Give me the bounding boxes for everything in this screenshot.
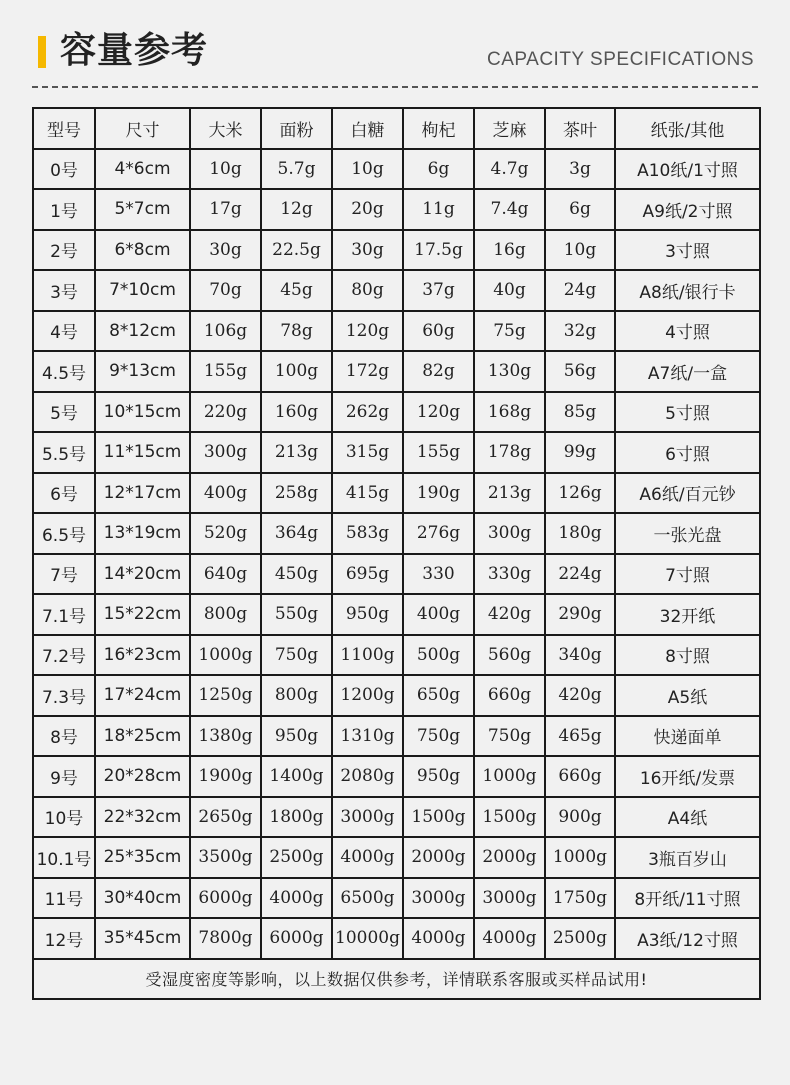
table-cell: 1000g [545,837,615,878]
table-row [33,675,760,716]
table-cell: 10g [545,230,615,271]
table-cell: 750g [403,716,474,757]
table-cell: A9纸/2寸照 [615,189,760,230]
table-row [33,756,760,797]
table-cell: 120g [403,392,474,433]
table-cell: 3号 [33,270,95,311]
table-cell: 178g [474,432,545,473]
table-cell: 5.5号 [33,432,95,473]
table-cell: 2000g [403,837,474,878]
table-cell: 25*35cm [95,837,190,878]
table-cell: 35*45cm [95,918,190,959]
table-cell: 32开纸 [615,594,760,635]
table-row [33,311,760,352]
table-cell: 1380g [190,716,261,757]
table-cell: 2080g [332,756,403,797]
table-cell: 400g [403,594,474,635]
header [0,0,790,110]
table-cell: 1100g [332,635,403,676]
title-accent-bar [38,36,46,68]
table-cell: A3纸/12寸照 [615,918,760,959]
table-cell: 415g [332,473,403,514]
column-header: 面粉 [261,108,332,149]
table-cell: 1900g [190,756,261,797]
table-cell: A5纸 [615,675,760,716]
table-cell: 70g [190,270,261,311]
table-cell: 4寸照 [615,311,760,352]
table-cell: 120g [332,311,403,352]
table-cell: 15*22cm [95,594,190,635]
table-cell: 9号 [33,756,95,797]
table-cell: 190g [403,473,474,514]
table-cell: 7号 [33,554,95,595]
table-row [33,918,760,959]
table-cell: 420g [474,594,545,635]
table-cell: A4纸 [615,797,760,838]
table-cell: 6g [545,189,615,230]
table-cell: 160g [261,392,332,433]
table-cell: A7纸/一盒 [615,351,760,392]
table-row [33,878,760,919]
table-cell: 30g [332,230,403,271]
table-cell: 6*8cm [95,230,190,271]
table-cell: 400g [190,473,261,514]
table-cell: 450g [261,554,332,595]
table-row [33,797,760,838]
table-cell: 2650g [190,797,261,838]
table-cell: 82g [403,351,474,392]
table-row [33,351,760,392]
table-cell: 640g [190,554,261,595]
column-header: 型号 [33,108,95,149]
table-header-row [33,108,760,149]
table-cell: 465g [545,716,615,757]
table-cell: 106g [190,311,261,352]
column-header: 尺寸 [95,108,190,149]
table-cell: 24g [545,270,615,311]
table-cell: 10*15cm [95,392,190,433]
table-cell: 420g [545,675,615,716]
table-cell: 290g [545,594,615,635]
table-cell: 800g [261,675,332,716]
table-cell: 3g [545,149,615,190]
table-cell: 11*15cm [95,432,190,473]
table-cell: 4号 [33,311,95,352]
table-cell: 155g [190,351,261,392]
table-cell: 1200g [332,675,403,716]
table-cell: 40g [474,270,545,311]
table-cell: 300g [474,513,545,554]
table-cell: 3寸照 [615,230,760,271]
table-row [33,554,760,595]
table-cell: 18*25cm [95,716,190,757]
table-cell: 99g [545,432,615,473]
table-cell: 9*13cm [95,351,190,392]
table-cell: 695g [332,554,403,595]
table-cell: 950g [261,716,332,757]
table-cell: 8号 [33,716,95,757]
table-cell: 16*23cm [95,635,190,676]
table-cell: 7*10cm [95,270,190,311]
table-cell: 16g [474,230,545,271]
table-cell: A8纸/银行卡 [615,270,760,311]
table-cell: 750g [261,635,332,676]
table-cell: 一张光盘 [615,513,760,554]
table-cell: 8*12cm [95,311,190,352]
table-row [33,594,760,635]
table-cell: 364g [261,513,332,554]
table-cell: 155g [403,432,474,473]
table-cell: 550g [261,594,332,635]
capacity-table [32,107,761,1000]
table-cell: 126g [545,473,615,514]
table-cell: 3500g [190,837,261,878]
table-cell: 4000g [474,918,545,959]
table-cell: 4000g [403,918,474,959]
table-cell: 快递面单 [615,716,760,757]
table-cell: 213g [261,432,332,473]
table-cell: 213g [474,473,545,514]
table-cell: 20*28cm [95,756,190,797]
table-cell: 500g [403,635,474,676]
table-cell: 4000g [332,837,403,878]
table-cell: 6000g [190,878,261,919]
table-cell: 17*24cm [95,675,190,716]
table-cell: 7.2号 [33,635,95,676]
table-cell: 10g [190,149,261,190]
table-cell: 100g [261,351,332,392]
column-header: 枸杞 [403,108,474,149]
table-cell: 1000g [474,756,545,797]
table-cell: 1500g [474,797,545,838]
table-cell: 80g [332,270,403,311]
table-cell: 17g [190,189,261,230]
table-cell: 340g [545,635,615,676]
table-cell: 1800g [261,797,332,838]
table-cell: 5.7g [261,149,332,190]
table-cell: 4.7g [474,149,545,190]
table-cell: 6寸照 [615,432,760,473]
table-cell: A6纸/百元钞 [615,473,760,514]
table-cell: 10号 [33,797,95,838]
table-cell: A10纸/1寸照 [615,149,760,190]
table-cell: 8寸照 [615,635,760,676]
table-cell: 30*40cm [95,878,190,919]
table-cell: 6000g [261,918,332,959]
table-cell: 560g [474,635,545,676]
table-cell: 262g [332,392,403,433]
table-cell: 583g [332,513,403,554]
table-cell: 22.5g [261,230,332,271]
column-header: 大米 [190,108,261,149]
table-cell: 17.5g [403,230,474,271]
table-cell: 168g [474,392,545,433]
column-header: 纸张/其他 [615,108,760,149]
table-cell: 16开纸/发票 [615,756,760,797]
table-cell: 1000g [190,635,261,676]
table-cell: 56g [545,351,615,392]
table-cell: 650g [403,675,474,716]
table-note: 受湿度密度等影响，以上数据仅供参考，详情联系客服或买样品试用! [33,959,760,999]
table-cell: 1250g [190,675,261,716]
table-cell: 5*7cm [95,189,190,230]
table-row [33,473,760,514]
table-cell: 258g [261,473,332,514]
table-cell: 4000g [261,878,332,919]
table-note-row [33,959,760,999]
table-row [33,392,760,433]
table-cell: 900g [545,797,615,838]
table-cell: 0号 [33,149,95,190]
table-cell: 7.3号 [33,675,95,716]
table-cell: 7.4g [474,189,545,230]
table-cell: 6500g [332,878,403,919]
table-cell: 60g [403,311,474,352]
table-cell: 224g [545,554,615,595]
column-header: 芝麻 [474,108,545,149]
table-cell: 75g [474,311,545,352]
table-cell: 20g [332,189,403,230]
table-cell: 4.5号 [33,351,95,392]
dashed-divider [32,86,758,88]
table-cell: 37g [403,270,474,311]
table-cell: 3瓶百岁山 [615,837,760,878]
table-cell: 10000g [332,918,403,959]
table-cell: 13*19cm [95,513,190,554]
table-cell: 2000g [474,837,545,878]
table-cell: 220g [190,392,261,433]
table-cell: 85g [545,392,615,433]
table-row [33,189,760,230]
table-cell: 12*17cm [95,473,190,514]
table-row [33,716,760,757]
table-row [33,635,760,676]
page-title: 容量参考 [60,30,209,71]
table-cell: 950g [403,756,474,797]
table-cell: 3000g [403,878,474,919]
table-cell: 950g [332,594,403,635]
table-cell: 10.1号 [33,837,95,878]
table-cell: 14*20cm [95,554,190,595]
table-cell: 660g [545,756,615,797]
table-row [33,513,760,554]
table-cell: 5号 [33,392,95,433]
table-cell: 315g [332,432,403,473]
table-cell: 330g [474,554,545,595]
table-cell: 7寸照 [615,554,760,595]
table-cell: 276g [403,513,474,554]
table-row [33,837,760,878]
table-cell: 30g [190,230,261,271]
column-header: 白糖 [332,108,403,149]
table-cell: 2500g [545,918,615,959]
table-cell: 32g [545,311,615,352]
table-cell: 7.1号 [33,594,95,635]
table-cell: 8开纸/11寸照 [615,878,760,919]
table-cell: 12g [261,189,332,230]
table-cell: 78g [261,311,332,352]
page-subtitle: CAPACITY SPECIFICATIONS [487,49,754,70]
table-cell: 180g [545,513,615,554]
table-cell: 1750g [545,878,615,919]
table-cell: 11号 [33,878,95,919]
table-row [33,432,760,473]
table-cell: 1500g [403,797,474,838]
table-cell: 1号 [33,189,95,230]
table-cell: 22*32cm [95,797,190,838]
table-cell: 7800g [190,918,261,959]
table-cell: 330 [403,554,474,595]
table-cell: 12号 [33,918,95,959]
table-cell: 2500g [261,837,332,878]
table-cell: 5寸照 [615,392,760,433]
table-cell: 3000g [474,878,545,919]
table-cell: 6号 [33,473,95,514]
table-row [33,230,760,271]
table-cell: 6.5号 [33,513,95,554]
table-row [33,149,760,190]
table-cell: 10g [332,149,403,190]
table-cell: 520g [190,513,261,554]
table-cell: 660g [474,675,545,716]
table-cell: 2号 [33,230,95,271]
table-cell: 1400g [261,756,332,797]
table-cell: 1310g [332,716,403,757]
table-cell: 45g [261,270,332,311]
table-cell: 172g [332,351,403,392]
table-row [33,270,760,311]
column-header: 茶叶 [545,108,615,149]
table-cell: 3000g [332,797,403,838]
table-cell: 11g [403,189,474,230]
table-cell: 6g [403,149,474,190]
table-cell: 750g [474,716,545,757]
table-cell: 130g [474,351,545,392]
table-cell: 4*6cm [95,149,190,190]
table-cell: 300g [190,432,261,473]
table-cell: 800g [190,594,261,635]
